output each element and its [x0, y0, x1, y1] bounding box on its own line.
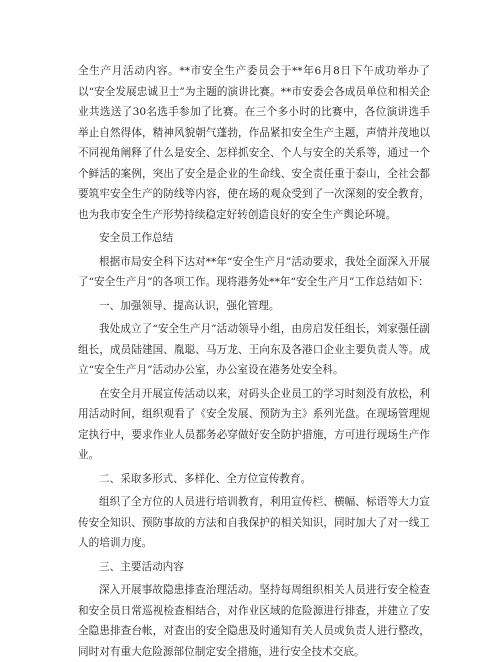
paragraph-education: 组织了全方位的人员进行培训教育，利用宣传栏、横幅、标语等大力宣传安全知识、预防事故的方法和自我保护的相关知识，同时加大了对一线工人的培训力度。 [78, 496, 430, 549]
section-heading-summary: 安全员工作总结 [99, 232, 174, 244]
paragraph-training: 在安全月开展宣传活动以来，对码头企业员工的学习时刻没有放松，利用活动时间，组织观看了《安全发展、预防为主》系列光盘。在现场管理规定执行中，要求作业人员都务必穿做好安全防护措施，方可进行现场生产作业。 [78, 387, 430, 461]
heading-item-three: 三、主要活动内容 [99, 560, 184, 573]
paragraph-activity-report: 全生产月活动内容。**市安全生产委员会于**年6月8日下午成功举办了以“安全发展忠诚卫士”为主题的演讲比赛。**市安委会各成员单位和相关企业共选送了30名选手参加了比赛。在三个多小时的比赛中，各位演讲选手举止自然得体，精神风貌朝气蓬勃，作品紧扣安全生产主题，声情并茂地以不同视角阐释了什么是安全、怎样抓安全、个人与安全的关系等，通过一个个鲜活的案例，突出了安全是企业的生命线、安全责任重于泰山，全社会都要筑牢安全生产的防线等内容，使在场的观众受到了一次深刻的安全教育，也为我市安全生产形势持续稳定好转创造良好的安全生产舆论环境。 [78, 65, 430, 221]
paragraph-intro: 根据市局安全科下达对**年“安全生产月”活动要求，我处全面深入开展了“安全生产月”的各项工作。现将港务处**年“安全生产月”工作总结如下： [78, 255, 430, 288]
heading-item-one: 一、加强领导、提高认识，强化管理。 [99, 299, 280, 312]
heading-item-two: 二、采取多形式、多样化、全方位宣传教育。 [99, 472, 312, 485]
document-body [78, 61, 430, 662]
paragraph-leadership: 我处成立了“安全生产月”活动领导小组，由房启发任组长，刘家强任副组长，成员陆建国、胤聪、马万龙、王向东及各港口企业主要负责人等。成立“安全生产月”活动办公室，办公室设在港务处安全科。 [78, 323, 430, 376]
paragraph-inspection: 深入开展事故隐患排查治理活动。坚持每周组织相关人员进行安全检查和安全员日常巡视检查相结合，对作业区域的危险源进行排查，并建立了安全隐患排查台帐，对查出的安全隐患及时通知有关人员或负责人进行整改，同时对有重大危险源部位制定安全措施，进行安全技术交底。 [78, 584, 430, 658]
